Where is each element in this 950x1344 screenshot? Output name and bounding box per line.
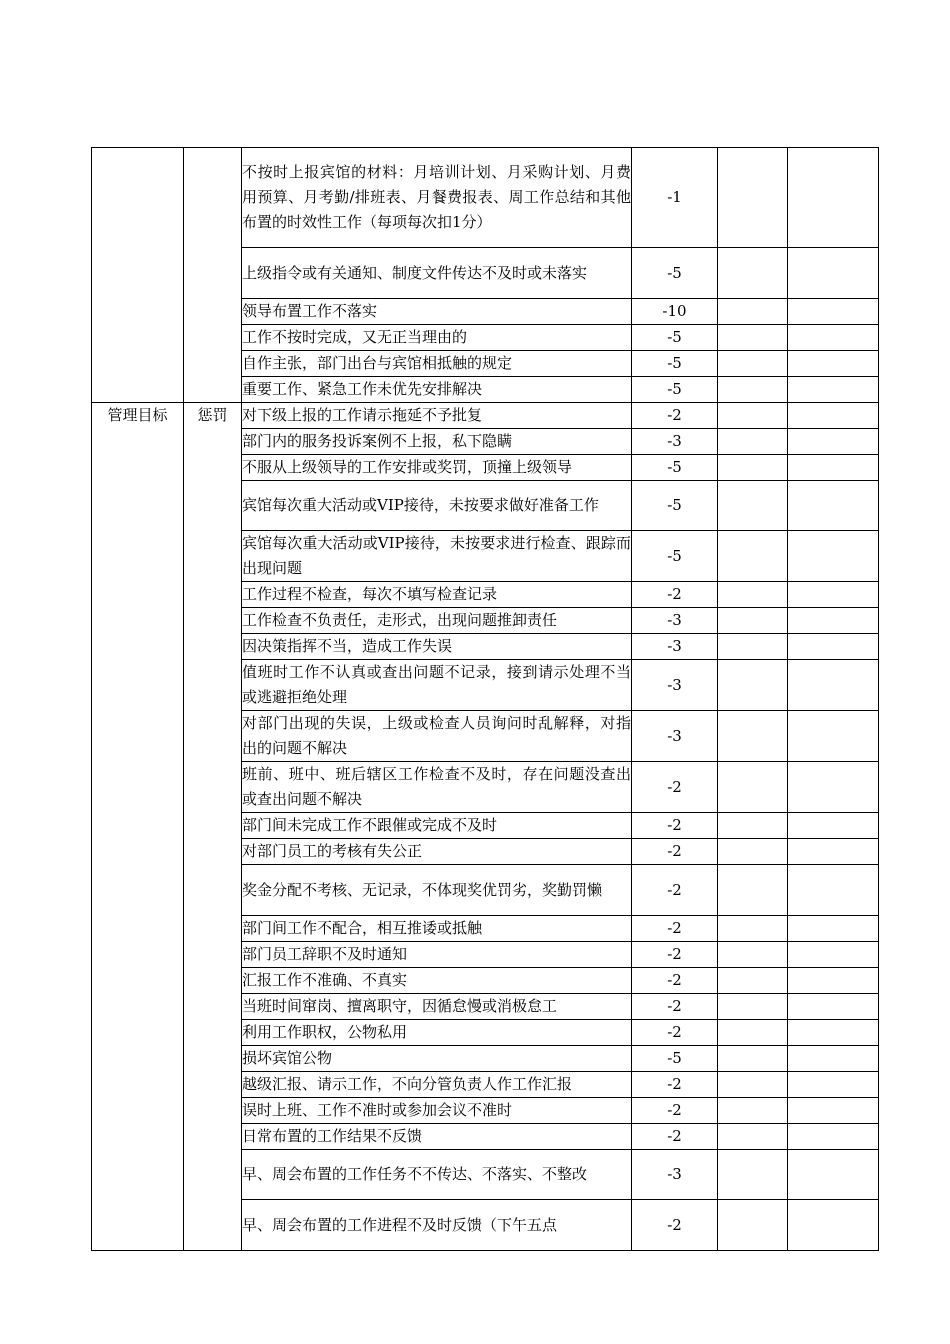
empty-cell bbox=[788, 762, 879, 813]
score-cell: -3 bbox=[632, 634, 718, 660]
score-cell: -1 bbox=[632, 148, 718, 248]
empty-cell bbox=[788, 351, 879, 377]
empty-cell bbox=[718, 1200, 788, 1251]
item-description: 部门员工辞职不及时通知 bbox=[242, 942, 632, 968]
score-cell: -10 bbox=[632, 299, 718, 325]
empty-cell bbox=[718, 1150, 788, 1200]
empty-cell bbox=[718, 711, 788, 762]
type-cell-upper bbox=[184, 148, 242, 403]
empty-cell bbox=[788, 711, 879, 762]
type-cell: 惩罚 bbox=[184, 403, 242, 1251]
score-cell: -2 bbox=[632, 865, 718, 916]
score-cell: -2 bbox=[632, 994, 718, 1020]
item-description: 班前、班中、班后辖区工作检查不及时，存在问题没查出或查出问题不解决 bbox=[242, 762, 632, 813]
score-cell: -2 bbox=[632, 762, 718, 813]
empty-cell bbox=[788, 916, 879, 942]
empty-cell bbox=[718, 377, 788, 403]
item-description: 自作主张，部门出台与宾馆相抵触的规定 bbox=[242, 351, 632, 377]
category-cell: 管理目标 bbox=[92, 403, 184, 1251]
item-description: 部门间工作不配合，相互推诿或抵触 bbox=[242, 916, 632, 942]
item-description: 部门内的服务投诉案例不上报，私下隐瞒 bbox=[242, 429, 632, 455]
score-cell: -2 bbox=[632, 1200, 718, 1251]
empty-cell bbox=[788, 865, 879, 916]
empty-cell bbox=[718, 481, 788, 531]
empty-cell bbox=[788, 455, 879, 481]
empty-cell bbox=[788, 634, 879, 660]
empty-cell bbox=[718, 839, 788, 865]
empty-cell bbox=[788, 1072, 879, 1098]
empty-cell bbox=[718, 582, 788, 608]
item-description: 重要工作、紧急工作未优先安排解决 bbox=[242, 377, 632, 403]
score-cell: -2 bbox=[632, 1072, 718, 1098]
empty-cell bbox=[788, 968, 879, 994]
empty-cell bbox=[718, 299, 788, 325]
empty-cell bbox=[718, 148, 788, 248]
empty-cell bbox=[718, 403, 788, 429]
empty-cell bbox=[788, 660, 879, 711]
empty-cell bbox=[788, 994, 879, 1020]
empty-cell bbox=[718, 325, 788, 351]
item-description: 宾馆每次重大活动或VIP接待，未按要求做好准备工作 bbox=[242, 481, 632, 531]
score-cell: -2 bbox=[632, 942, 718, 968]
item-description: 奖金分配不考核、无记录，不体现奖优罚劣，奖勤罚懒 bbox=[242, 865, 632, 916]
empty-cell bbox=[788, 608, 879, 634]
table-row bbox=[92, 403, 879, 429]
empty-cell bbox=[718, 1046, 788, 1072]
item-description: 领导布置工作不落实 bbox=[242, 299, 632, 325]
empty-cell bbox=[788, 148, 879, 248]
item-description: 工作不按时完成，又无正当理由的 bbox=[242, 325, 632, 351]
score-cell: -2 bbox=[632, 916, 718, 942]
score-cell: -2 bbox=[632, 1020, 718, 1046]
empty-cell bbox=[788, 582, 879, 608]
item-description: 越级汇报、请示工作，不向分管负责人作工作汇报 bbox=[242, 1072, 632, 1098]
score-cell: -5 bbox=[632, 1046, 718, 1072]
score-cell: -3 bbox=[632, 711, 718, 762]
empty-cell bbox=[788, 481, 879, 531]
empty-cell bbox=[788, 429, 879, 455]
category-cell-upper bbox=[92, 148, 184, 403]
empty-cell bbox=[788, 1150, 879, 1200]
empty-cell bbox=[718, 248, 788, 299]
empty-cell bbox=[788, 403, 879, 429]
empty-cell bbox=[718, 429, 788, 455]
item-description: 不按时上报宾馆的材料：月培训计划、月采购计划、月费用预算、月考勤/排班表、月餐费报表、周工作总结和其他布置的时效性工作（每项每次扣1分） bbox=[242, 148, 632, 248]
empty-cell bbox=[788, 248, 879, 299]
item-description: 部门间未完成工作不跟催或完成不及时 bbox=[242, 813, 632, 839]
score-cell: -3 bbox=[632, 660, 718, 711]
item-description: 值班时工作不认真或查出问题不记录，接到请示处理不当或逃避拒绝处理 bbox=[242, 660, 632, 711]
empty-cell bbox=[718, 1072, 788, 1098]
item-description: 利用工作职权，公物私用 bbox=[242, 1020, 632, 1046]
empty-cell bbox=[788, 942, 879, 968]
empty-cell bbox=[718, 942, 788, 968]
item-description: 日常布置的工作结果不反馈 bbox=[242, 1124, 632, 1150]
item-description: 不服从上级领导的工作安排或奖罚，顶撞上级领导 bbox=[242, 455, 632, 481]
empty-cell bbox=[788, 1020, 879, 1046]
empty-cell bbox=[718, 994, 788, 1020]
item-description: 当班时间窜岗、擅离职守，因循怠慢或消极怠工 bbox=[242, 994, 632, 1020]
empty-cell bbox=[718, 1020, 788, 1046]
score-cell: -2 bbox=[632, 839, 718, 865]
score-cell: -2 bbox=[632, 813, 718, 839]
score-cell: -2 bbox=[632, 968, 718, 994]
item-description: 对部门出现的失误，上级或检查人员询问时乱解释，对指出的问题不解决 bbox=[242, 711, 632, 762]
item-description: 对部门员工的考核有失公正 bbox=[242, 839, 632, 865]
score-cell: -3 bbox=[632, 608, 718, 634]
empty-cell bbox=[718, 916, 788, 942]
empty-cell bbox=[718, 634, 788, 660]
empty-cell bbox=[718, 1098, 788, 1124]
score-cell: -3 bbox=[632, 1150, 718, 1200]
empty-cell bbox=[718, 351, 788, 377]
score-cell: -2 bbox=[632, 403, 718, 429]
score-cell: -3 bbox=[632, 429, 718, 455]
item-description: 上级指令或有关通知、制度文件传达不及时或未落实 bbox=[242, 248, 632, 299]
empty-cell bbox=[788, 1046, 879, 1072]
table-row bbox=[92, 148, 879, 248]
score-cell: -5 bbox=[632, 455, 718, 481]
item-description: 早、周会布置的工作任务不不传达、不落实、不整改 bbox=[242, 1150, 632, 1200]
item-description: 工作过程不检查，每次不填写检查记录 bbox=[242, 582, 632, 608]
penalty-table-body bbox=[92, 148, 879, 1251]
empty-cell bbox=[718, 968, 788, 994]
empty-cell bbox=[718, 1124, 788, 1150]
empty-cell bbox=[788, 377, 879, 403]
empty-cell bbox=[788, 1098, 879, 1124]
score-cell: -5 bbox=[632, 248, 718, 299]
score-cell: -2 bbox=[632, 1098, 718, 1124]
item-description: 对下级上报的工作请示拖延不予批复 bbox=[242, 403, 632, 429]
score-cell: -5 bbox=[632, 481, 718, 531]
empty-cell bbox=[718, 531, 788, 582]
empty-cell bbox=[788, 531, 879, 582]
empty-cell bbox=[718, 762, 788, 813]
empty-cell bbox=[788, 1124, 879, 1150]
item-description: 误时上班、工作不准时或参加会议不准时 bbox=[242, 1098, 632, 1124]
item-description: 早、周会布置的工作进程不及时反馈（下午五点 bbox=[242, 1200, 632, 1251]
score-cell: -5 bbox=[632, 377, 718, 403]
score-cell: -5 bbox=[632, 351, 718, 377]
item-description: 因决策指挥不当，造成工作失误 bbox=[242, 634, 632, 660]
empty-cell bbox=[718, 455, 788, 481]
empty-cell bbox=[788, 325, 879, 351]
item-description: 工作检查不负责任，走形式，出现问题推卸责任 bbox=[242, 608, 632, 634]
penalty-table bbox=[91, 147, 879, 1251]
score-cell: -2 bbox=[632, 1124, 718, 1150]
empty-cell bbox=[788, 1200, 879, 1251]
empty-cell bbox=[718, 608, 788, 634]
score-cell: -5 bbox=[632, 531, 718, 582]
item-description: 汇报工作不准确、不真实 bbox=[242, 968, 632, 994]
empty-cell bbox=[788, 299, 879, 325]
score-cell: -5 bbox=[632, 325, 718, 351]
empty-cell bbox=[718, 813, 788, 839]
item-description: 宾馆每次重大活动或VIP接待，未按要求进行检查、跟踪而出现问题 bbox=[242, 531, 632, 582]
item-description: 损坏宾馆公物 bbox=[242, 1046, 632, 1072]
empty-cell bbox=[788, 839, 879, 865]
empty-cell bbox=[718, 660, 788, 711]
score-cell: -2 bbox=[632, 582, 718, 608]
empty-cell bbox=[788, 813, 879, 839]
empty-cell bbox=[718, 865, 788, 916]
